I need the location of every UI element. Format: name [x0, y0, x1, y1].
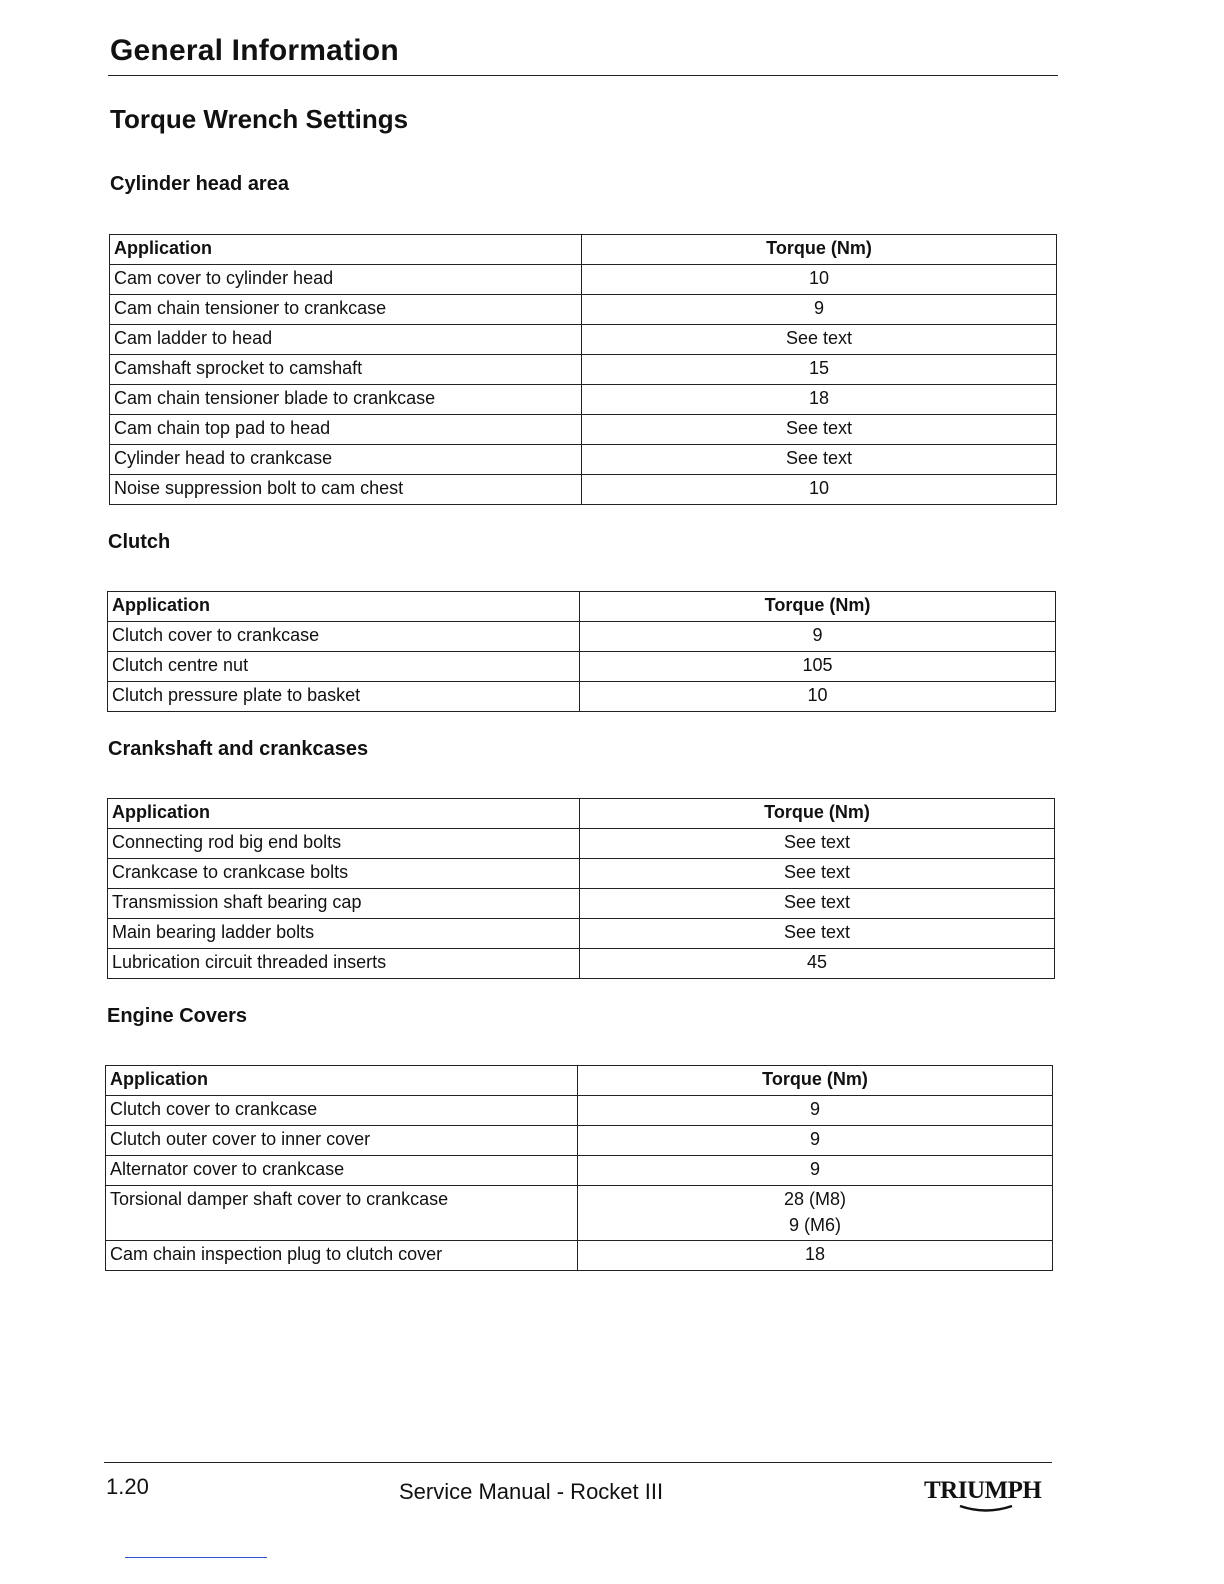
application-cell: Clutch outer cover to inner cover [106, 1126, 578, 1156]
application-cell: Clutch centre nut [108, 652, 580, 682]
page-number: 1.20 [106, 1474, 149, 1499]
header-rule [108, 75, 1058, 76]
application-cell: Clutch cover to crankcase [108, 622, 580, 652]
application-cell: Cam chain tensioner blade to crankcase [110, 385, 582, 415]
application-cell: Torsional damper shaft cover to crankcase [106, 1186, 578, 1241]
table-row [108, 919, 1055, 949]
torque-cell: 10 [582, 475, 1057, 505]
application-cell: Noise suppression bolt to cam chest [110, 475, 582, 505]
table-title-engine-covers: Engine Covers [107, 1005, 248, 1027]
table-row [108, 859, 1055, 889]
column-header-torque: Torque (Nm) [580, 799, 1055, 829]
torque-cell: See text [580, 919, 1055, 949]
column-header-application: Application [108, 592, 580, 622]
torque-cell: See text [582, 325, 1057, 355]
application-cell: Cam chain top pad to head [110, 415, 582, 445]
footer-manual-title: Service Manual - Rocket III [399, 1479, 664, 1504]
table-row [110, 355, 1057, 385]
table-row [108, 652, 1056, 682]
application-cell: Lubrication circuit threaded inserts [108, 949, 580, 979]
torque-cell: 9 [580, 622, 1056, 652]
table-row [110, 325, 1057, 355]
table-row [106, 1126, 1053, 1156]
table-header-row [106, 1066, 1053, 1096]
footer-rule [104, 1462, 1052, 1463]
brand-logo-text: TRIUMPH [924, 1477, 1042, 1504]
application-cell: Cam chain inspection plug to clutch cover [106, 1241, 578, 1271]
torque-cell: See text [580, 889, 1055, 919]
torque-table-cylinder-head [109, 234, 1057, 505]
torque-cell: 10 [582, 265, 1057, 295]
torque-cell: See text [582, 445, 1057, 475]
torque-table-crankshaft [107, 798, 1055, 979]
table-header-row [110, 235, 1057, 265]
torque-cell: 9 [578, 1126, 1053, 1156]
table-row [106, 1186, 1053, 1241]
column-header-torque: Torque (Nm) [580, 592, 1056, 622]
torque-value-m6: 9 (M6) [788, 1215, 841, 1235]
torque-cell: 9 [578, 1096, 1053, 1126]
torque-value-m8: 28 (M8) [783, 1189, 846, 1209]
application-cell: Transmission shaft bearing cap [108, 889, 580, 919]
torque-cell: See text [580, 859, 1055, 889]
torque-cell: See text [582, 415, 1057, 445]
stray-scan-line [125, 1557, 267, 1558]
application-cell: Clutch cover to crankcase [106, 1096, 578, 1126]
table-row [110, 295, 1057, 325]
column-header-application: Application [110, 235, 582, 265]
application-cell: Clutch pressure plate to basket [108, 682, 580, 712]
torque-cell: 18 [582, 385, 1057, 415]
column-header-application: Application [108, 799, 580, 829]
table-row [106, 1096, 1053, 1126]
table-title-crankshaft: Crankshaft and crankcases [108, 738, 369, 760]
torque-table-clutch [107, 591, 1056, 712]
table-row [106, 1241, 1053, 1271]
torque-cell [578, 1186, 1053, 1241]
table-row [110, 445, 1057, 475]
table-header-row [108, 592, 1056, 622]
torque-table-engine-covers [105, 1065, 1053, 1271]
application-cell: Camshaft sprocket to camshaft [110, 355, 582, 385]
table-row [110, 265, 1057, 295]
table-row [110, 385, 1057, 415]
brand-logo [924, 1477, 1048, 1517]
page-header-title: General Information [110, 34, 399, 67]
torque-cell: 18 [578, 1241, 1053, 1271]
column-header-application: Application [106, 1066, 578, 1096]
table-row [108, 829, 1055, 859]
table-title-clutch: Clutch [108, 531, 171, 553]
torque-cell: 10 [580, 682, 1056, 712]
brand-swoosh-icon [958, 1503, 1014, 1513]
torque-cell: 15 [582, 355, 1057, 385]
table-row [106, 1156, 1053, 1186]
table-row [110, 475, 1057, 505]
column-header-torque: Torque (Nm) [582, 235, 1057, 265]
table-title-cylinder-head: Cylinder head area [110, 173, 289, 195]
torque-cell: 9 [582, 295, 1057, 325]
table-row [108, 889, 1055, 919]
application-cell: Connecting rod big end bolts [108, 829, 580, 859]
torque-cell: See text [580, 829, 1055, 859]
table-row [110, 415, 1057, 445]
table-row [108, 949, 1055, 979]
table-row [108, 622, 1056, 652]
application-cell: Cylinder head to crankcase [110, 445, 582, 475]
torque-cell: 45 [580, 949, 1055, 979]
torque-cell: 105 [580, 652, 1056, 682]
application-cell: Alternator cover to crankcase [106, 1156, 578, 1186]
application-cell: Cam chain tensioner to crankcase [110, 295, 582, 325]
application-cell: Cam cover to cylinder head [110, 265, 582, 295]
table-header-row [108, 799, 1055, 829]
torque-cell: 9 [578, 1156, 1053, 1186]
column-header-torque: Torque (Nm) [578, 1066, 1053, 1096]
application-cell: Crankcase to crankcase bolts [108, 859, 580, 889]
application-cell: Main bearing ladder bolts [108, 919, 580, 949]
table-row [108, 682, 1056, 712]
section-title: Torque Wrench Settings [110, 104, 409, 134]
application-cell: Cam ladder to head [110, 325, 582, 355]
